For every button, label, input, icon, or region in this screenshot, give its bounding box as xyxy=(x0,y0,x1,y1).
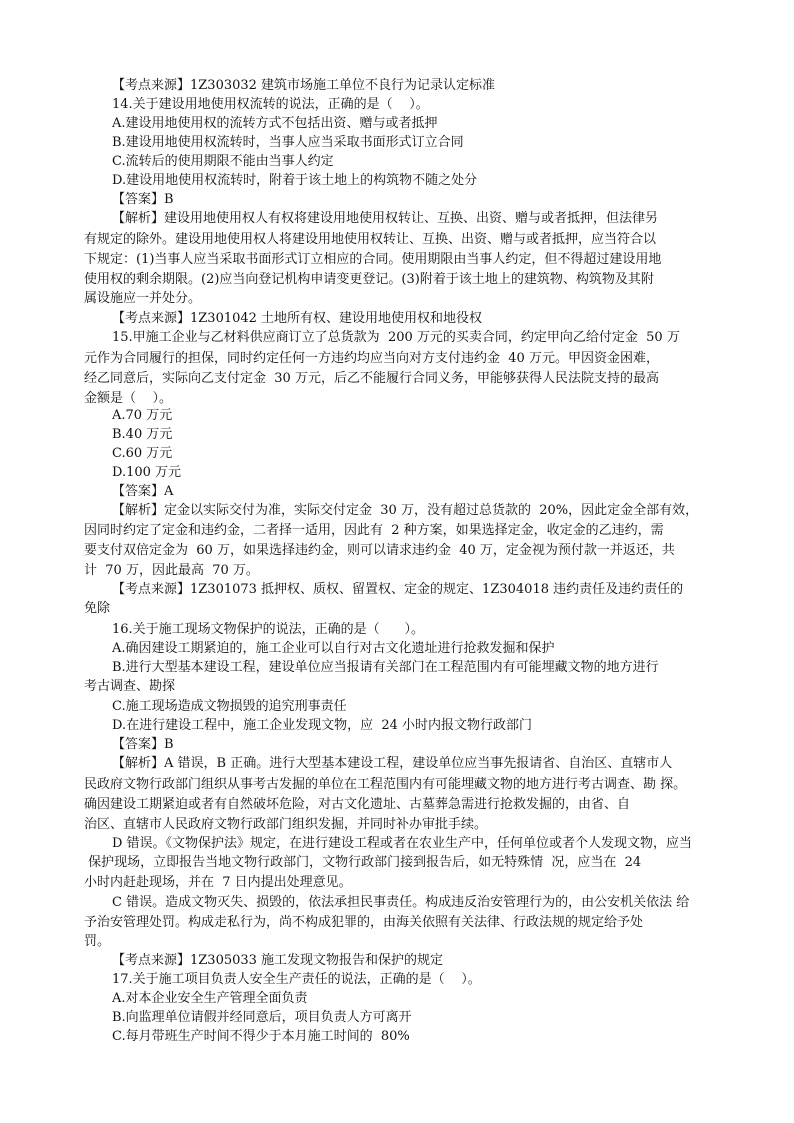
text-line: C.施工现场造成文物损毁的追究刑事责任 xyxy=(112,699,347,714)
text-line: 考古调查、勘探 xyxy=(84,679,176,694)
text-line: A.确因建设工期紧迫的，施工企业可以自行对古文化遗址进行抢救发掘和保护 xyxy=(112,641,555,656)
text-line: 要支付双倍定金为 60 万，如果选择违约金，则可以请求违约金 40 万，定金视为预付款一并返还，共 xyxy=(84,543,675,558)
text-line: A.对本企业安全生产管理全面负责 xyxy=(112,991,308,1006)
text-line: 金额是（ ）。 xyxy=(84,391,173,406)
text-line: B.建设用地使用权流转时，当事人应当采取书面形式订立合同 xyxy=(112,135,464,150)
text-line: 【答案】B xyxy=(112,737,174,752)
text-line: 【答案】B xyxy=(112,192,174,207)
text-line: D 错误。《文物保护法》规定，在进行建设工程或者在农业生产中，任何单位或者个人发现文物，应当 xyxy=(112,836,693,851)
text-line: 因同时约定了定金和违约金，二者择一适用，因此有 2 种方案，如果选择定金，收定金的乙违约，需 xyxy=(84,523,664,538)
text-line: 【考点来源】1Z301073 抵押权、质权、留置权、定金的规定、1Z304018 违约责任及违约责任的 xyxy=(112,582,684,597)
text-line: B.40 万元 xyxy=(112,427,173,442)
text-line: 元作为合同履行的担保，同时约定任何一方违约均应当向对方支付违约金 40 万元。甲因资金困难， xyxy=(84,351,659,366)
text-line: 【解析】建设用地使用权人有权将建设用地使用权转让、互换、出资、赠与或者抵押，但法律另 xyxy=(112,211,659,226)
text-line: 保护现场，立即报告当地文物行政部门，文物行政部门接到报告后，如无特殊情 况，应当在 24 xyxy=(84,855,642,870)
text-line: D.在进行建设工程中，施工企业发现文物，应 24 小时内报文物行政部门 xyxy=(112,718,533,733)
text-line: 16.关于施工现场文物保护的说法，正确的是（ ）。 xyxy=(112,622,424,637)
text-line: 治区、直辖市人民政府文物行政部门组织发掘，并同时补办审批手续。 xyxy=(84,817,488,832)
text-line: 【考点来源】1Z303032 建筑市场施工单位不良行为记录认定标准 xyxy=(112,78,496,93)
text-line: 免除 xyxy=(84,601,111,616)
text-line: 下规定：(1)当事人应当采取书面形式订立相应的合同。使用期限由当事人约定，但不得超过建设用地 xyxy=(84,252,662,267)
text-line: 【解析】定金以实际交付为准，实际交付定金 30 万，没有超过总货款的 20%，因此定金全部有效， xyxy=(112,503,699,518)
text-line: D.100 万元 xyxy=(112,465,182,480)
text-line: 【解析】A 错误，B 正确。进行大型基本建设工程，建设单位应当事先报请省、自治区、直辖市人 xyxy=(112,756,673,771)
text-line: A.建设用地使用权的流转方式不包括出资、赠与或者抵押 xyxy=(112,116,438,131)
text-line: 14.关于建设用地使用权流转的说法，正确的是（ ）。 xyxy=(112,97,429,112)
text-line: 经乙同意后，实际向乙支付定金 30 万元，后乙不能履行合同义务，甲能够获得人民法院支持的最高 xyxy=(84,371,659,386)
text-line: B.向监理单位请假并经同意后，项目负责人方可离开 xyxy=(112,1010,412,1025)
text-line: C 错误。造成文物灭失、损毁的，依法承担民事责任。构成违反治安管理行为的，由公安机关依法 给 xyxy=(112,895,690,910)
text-line: 小时内赶赴现场，并在 7 日内提出处理意见。 xyxy=(84,875,352,890)
text-line: 计 70 万，因此最高 70 万。 xyxy=(84,563,259,578)
text-line: 有规定的除外。建设用地使用权人将建设用地使用权转让、互换、出资、赠与或者抵押，应当符合以 xyxy=(84,232,657,247)
text-line: 使用权的剩余期限。(2)应当向登记机构申请变更登记。(3)附着于该土地上的建筑物、构筑物及其附 xyxy=(84,272,654,287)
text-line: 予治安管理处罚。构成走私行为，尚不构成犯罪的，由海关依照有关法律、行政法规的规定给予处 xyxy=(84,915,644,930)
text-line: A.70 万元 xyxy=(112,408,173,423)
text-line: 15.甲施工企业与乙材料供应商订立了总货款为 200 万元的买卖合同，约定甲向乙给付定金 50 万 xyxy=(112,330,680,345)
text-line: 属设施应一并处分。 xyxy=(84,291,202,306)
text-line: 【考点来源】1Z305033 施工发现文物报告和保护的规定 xyxy=(112,953,444,968)
text-line: 确因建设工期紧迫或者有自然破坏危险，对古文化遗址、古墓葬急需进行抢救发掘的，由省、自 xyxy=(84,797,631,812)
text-line: 罚。 xyxy=(84,934,111,949)
text-line: D.建设用地使用权流转时，附着于该土地上的构筑物不随之处分 xyxy=(112,173,478,188)
text-line: B.进行大型基本建设工程，建设单位应当报请有关部门在工程范围内有可能埋藏文物的地方进行 xyxy=(112,660,659,675)
text-line: 【答案】A xyxy=(112,484,174,499)
text-line: 【考点来源】1Z301042 土地所有权、建设用地使用权和地役权 xyxy=(112,311,483,326)
text-line: C.流转后的使用期限不能由当事人约定 xyxy=(112,154,334,169)
text-line: 17.关于施工项目负责人安全生产责任的说法，正确的是（ ）。 xyxy=(112,972,481,987)
text-line: C.60 万元 xyxy=(112,446,173,461)
text-line: 民政府文物行政部门组织从事考古发掘的单位在工程范围内有可能埋藏文物的地方进行考古调查、勘 探。 xyxy=(84,777,687,792)
text-line: C.每月带班生产时间不得少于本月施工时间的 80% xyxy=(112,1029,410,1044)
